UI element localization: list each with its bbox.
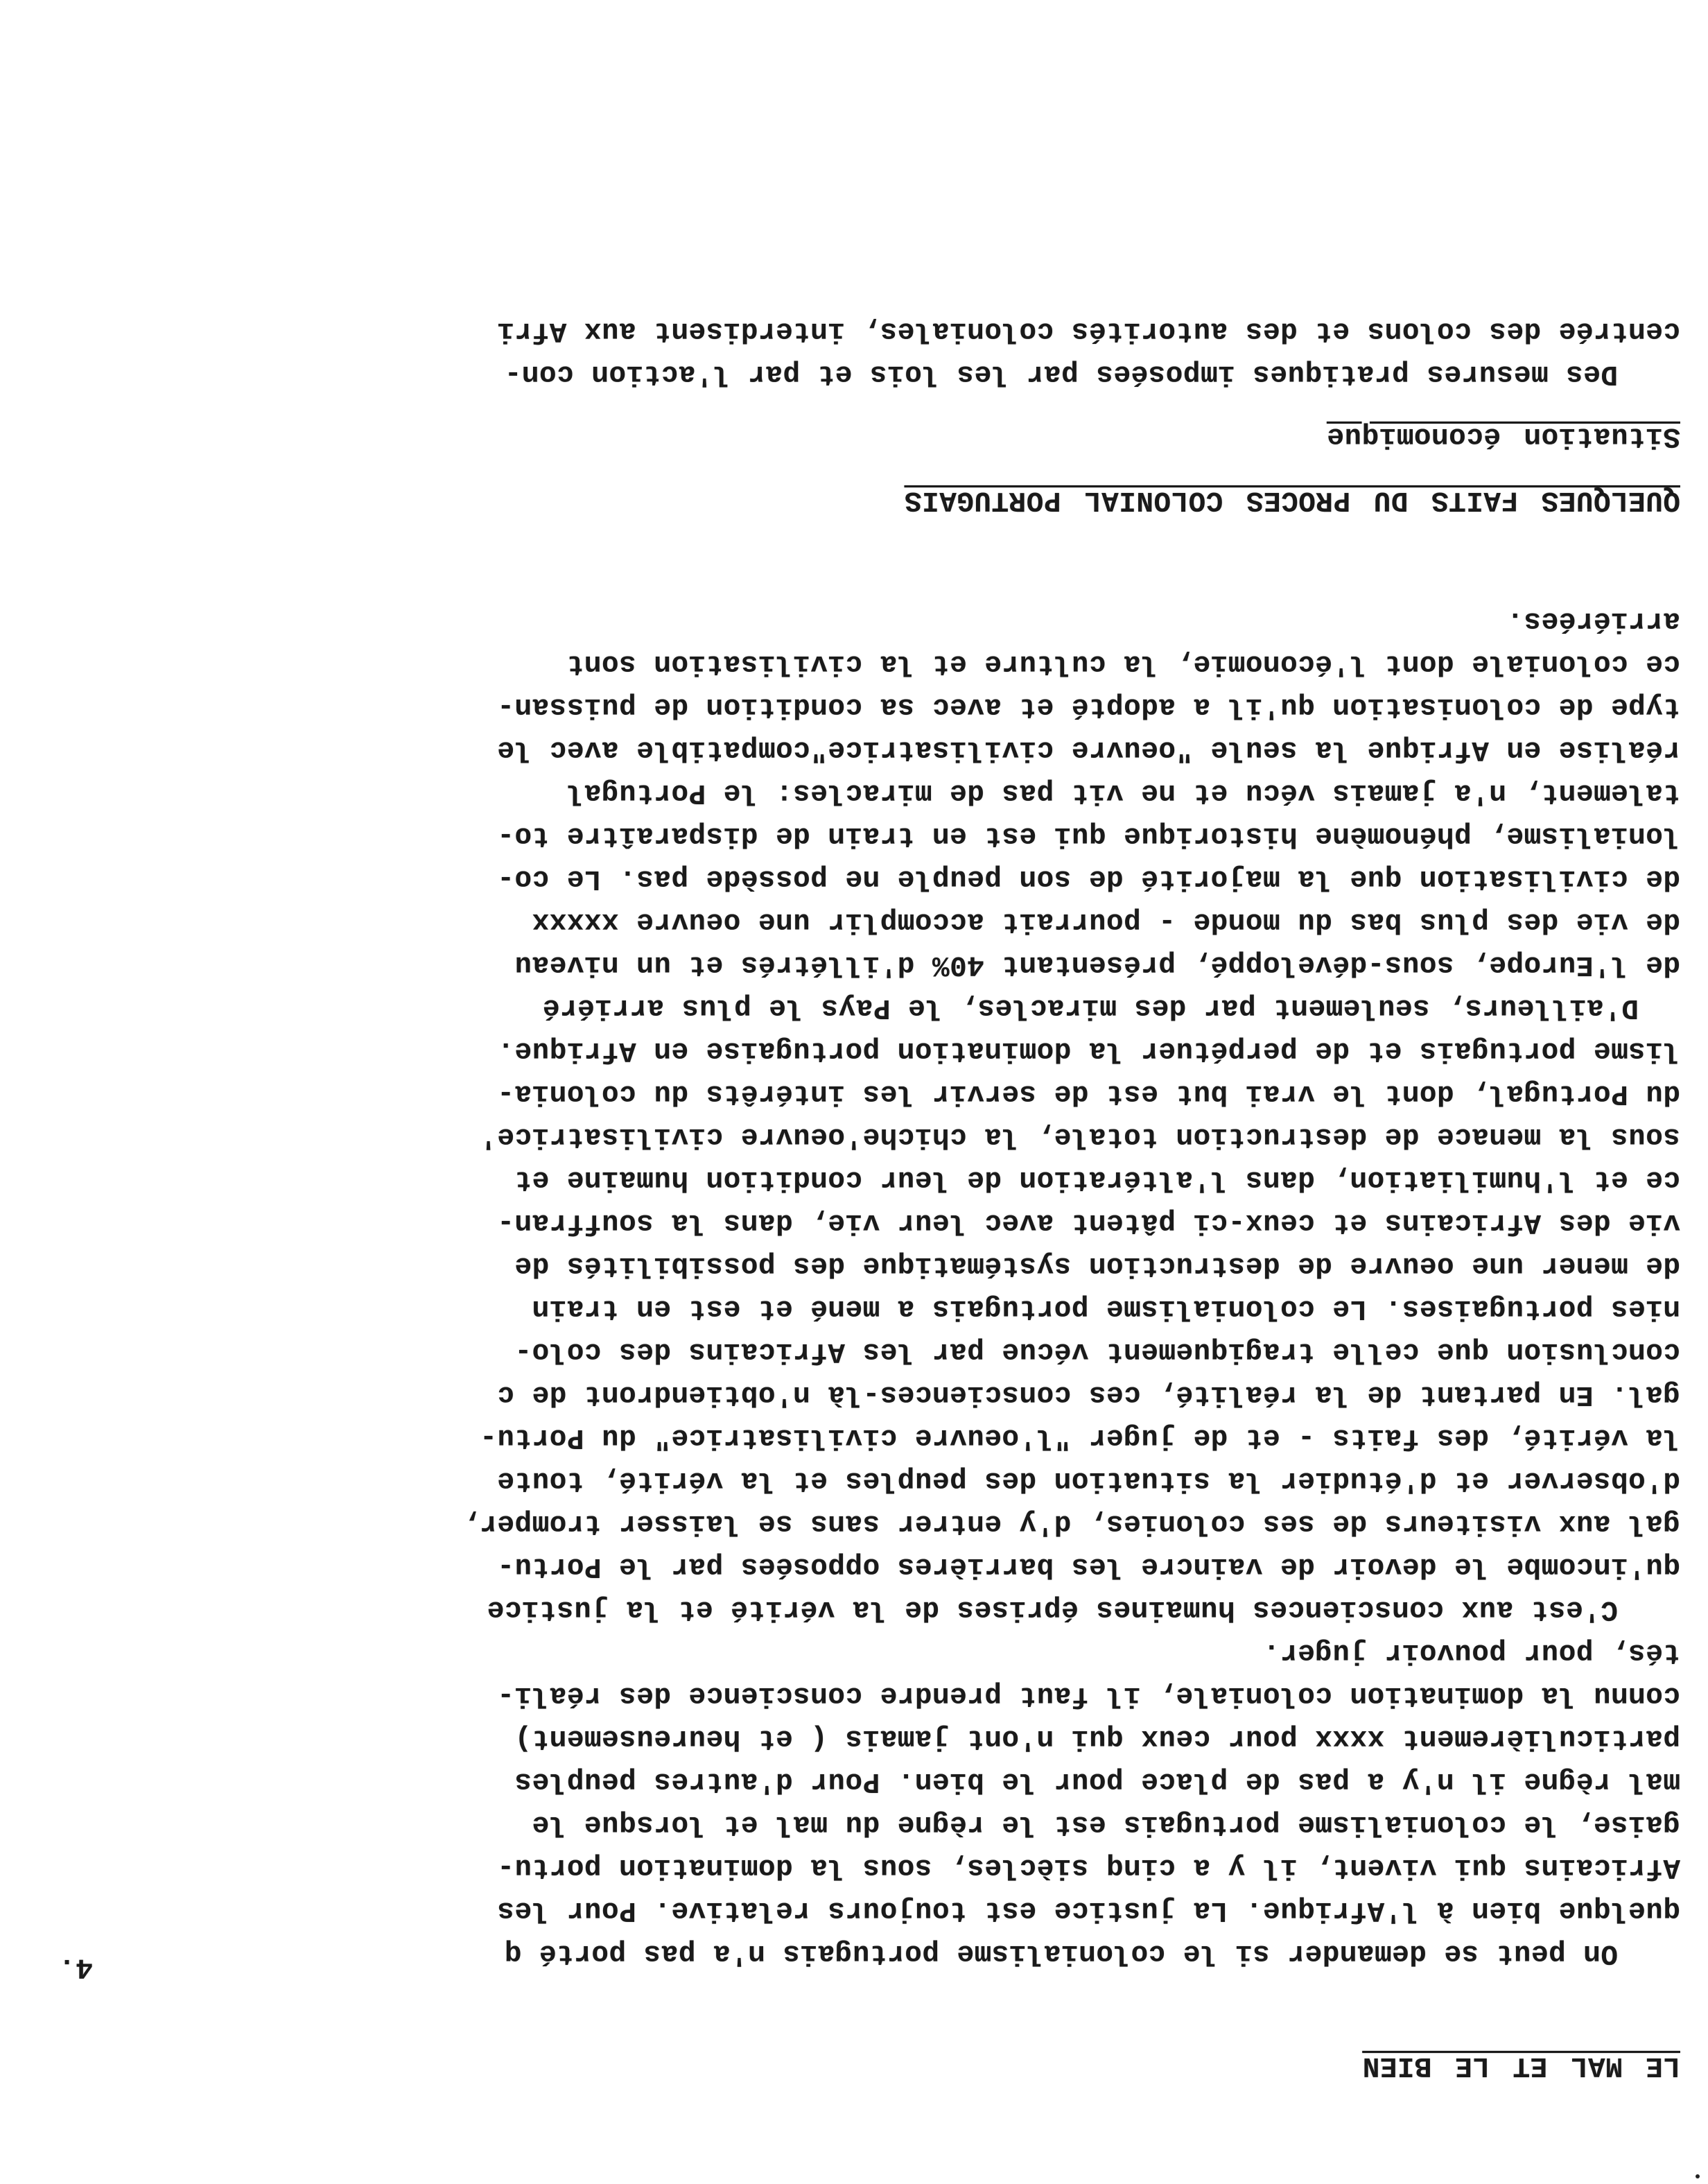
text-line: ce et l'humiliation, dans l'altération de leur condition humaine et — [514, 1163, 1680, 1195]
text-line: la vérité, des faits - et de juger "l'oeuvre civilisatrice" du Portu- — [479, 1421, 1680, 1453]
text-line: quelque bien à l'Afrique. La justice est toujours relative. Pour les — [496, 1894, 1680, 1926]
text-line: connu la domination coloniale, il faut prendre conscience des réali- — [496, 1679, 1680, 1711]
subsection-title-situation-economique: Situation économique — [1326, 420, 1680, 452]
text-line: de vie des plus bas du monde - pourrait accomplir une oeuvre xxxxx — [532, 905, 1680, 937]
paragraph-3 — [93, 599, 1680, 1029]
subsection-title-wrap — [93, 415, 1680, 458]
text-line: particulièrement xxxx pour ceux qui n'ont jamais ( et heureusement) — [514, 1722, 1680, 1754]
text-line: gal aux visiteurs de ses colonies, d'y entrer sans se laisser tromper, — [462, 1507, 1680, 1539]
text-line: ce coloniale dont l'économie, la culture et la civilisation sont — [566, 648, 1680, 679]
scan-speck — [1696, 2174, 1700, 2178]
text-line: tés, pour pouvoir juger. — [1262, 1636, 1680, 1668]
text-line: vie des Africains et ceux-ci pâtent avec leur vie, dans la souffran- — [496, 1206, 1680, 1238]
text-line: d'observer et d'étudier la situation des peuples et la vérité, toute — [496, 1464, 1680, 1496]
text-line: mal règne il n'y a pas de place pour le bien. Pour d'autres peuples — [514, 1765, 1680, 1797]
paragraph-1 — [93, 1631, 1680, 1975]
text-line: arriérées. — [1506, 605, 1680, 636]
text-line: D'ailleurs, seulement par des miracles, le Pays le plus arriéré — [542, 991, 1639, 1023]
section-title-quelques-faits: QUELQUES FAITS DU PROCES COLONIAL PORTUGAIS — [904, 484, 1680, 516]
text-line: gal. En partant de la réalité, ces consciences-là n'obtiendront de c — [496, 1378, 1680, 1410]
text-line: réalise en Afrique la seule "oeuvre civilisatrice"compatible avec le — [496, 734, 1680, 765]
text-line: nies portugaises. Le colonialisme portugais a mené et est en train — [532, 1292, 1680, 1324]
text-line: lonialisme, phénomène historique qui est en train de disparaître to- — [496, 820, 1680, 851]
text-line: talement, n'a jamais vécu et ne vit pas de miracles: le Portugal — [566, 777, 1680, 808]
text-line: Africains qui vivent, il y a cinq siècles, sous la domination portu- — [496, 1851, 1680, 1883]
section-title-wrap — [93, 478, 1680, 521]
text-line: sous la menace de destruction totale, la chiche'oeuvre civilisatrice' — [479, 1120, 1680, 1152]
paragraph-2 — [93, 1029, 1680, 1631]
text-line: du Portugal, dont le vrai but est de servir les intérêts du colonia- — [496, 1077, 1680, 1109]
text-line: On peut se demander si le colonialisme portugais n'a pas porté q — [504, 1937, 1618, 1969]
text-line: type de colonisation qu'il a adopté et avec sa condition de puissan- — [496, 691, 1680, 722]
text-line: lisme portugais et de perpétuer la domination portugaise en Afrique. — [496, 1034, 1680, 1066]
section-title-le-mal-et-le-bien: LE MAL ET LE BIEN — [1362, 2049, 1680, 2081]
text-line: conclusion que celle tragiquement vécue par les Africains des colo- — [514, 1335, 1680, 1367]
section-title-wrap — [93, 2044, 1680, 2087]
text-line: C'est aux consciences humaines éprises de la vérité et la justice — [487, 1593, 1618, 1625]
paragraph-4 — [93, 309, 1680, 395]
text-line: Des mesures pratiques imposées par les lois et par l'action con- — [504, 358, 1618, 390]
text-line: de l'Europe, sous-développé, présentant 40% d'illétrés et un niveau — [514, 948, 1680, 980]
document-body — [93, 309, 1680, 2163]
text-line: de mener une oeuvre de destruction systématique des possibilités de — [514, 1249, 1680, 1281]
text-line: de civilisation que la majorité de son peuple ne possède pas. Le co- — [496, 863, 1680, 894]
text-line: centrée des colons et des autorités coloniales, interdisent aux Afri — [496, 315, 1680, 347]
text-line: gaise, le colonialisme portugais est le règne du mal et lorsque le — [532, 1808, 1680, 1840]
text-line: qu'incombe le devoir de vaincre les barrières opposées par le Portu- — [496, 1550, 1680, 1582]
page-number: 4. — [58, 1951, 93, 1983]
